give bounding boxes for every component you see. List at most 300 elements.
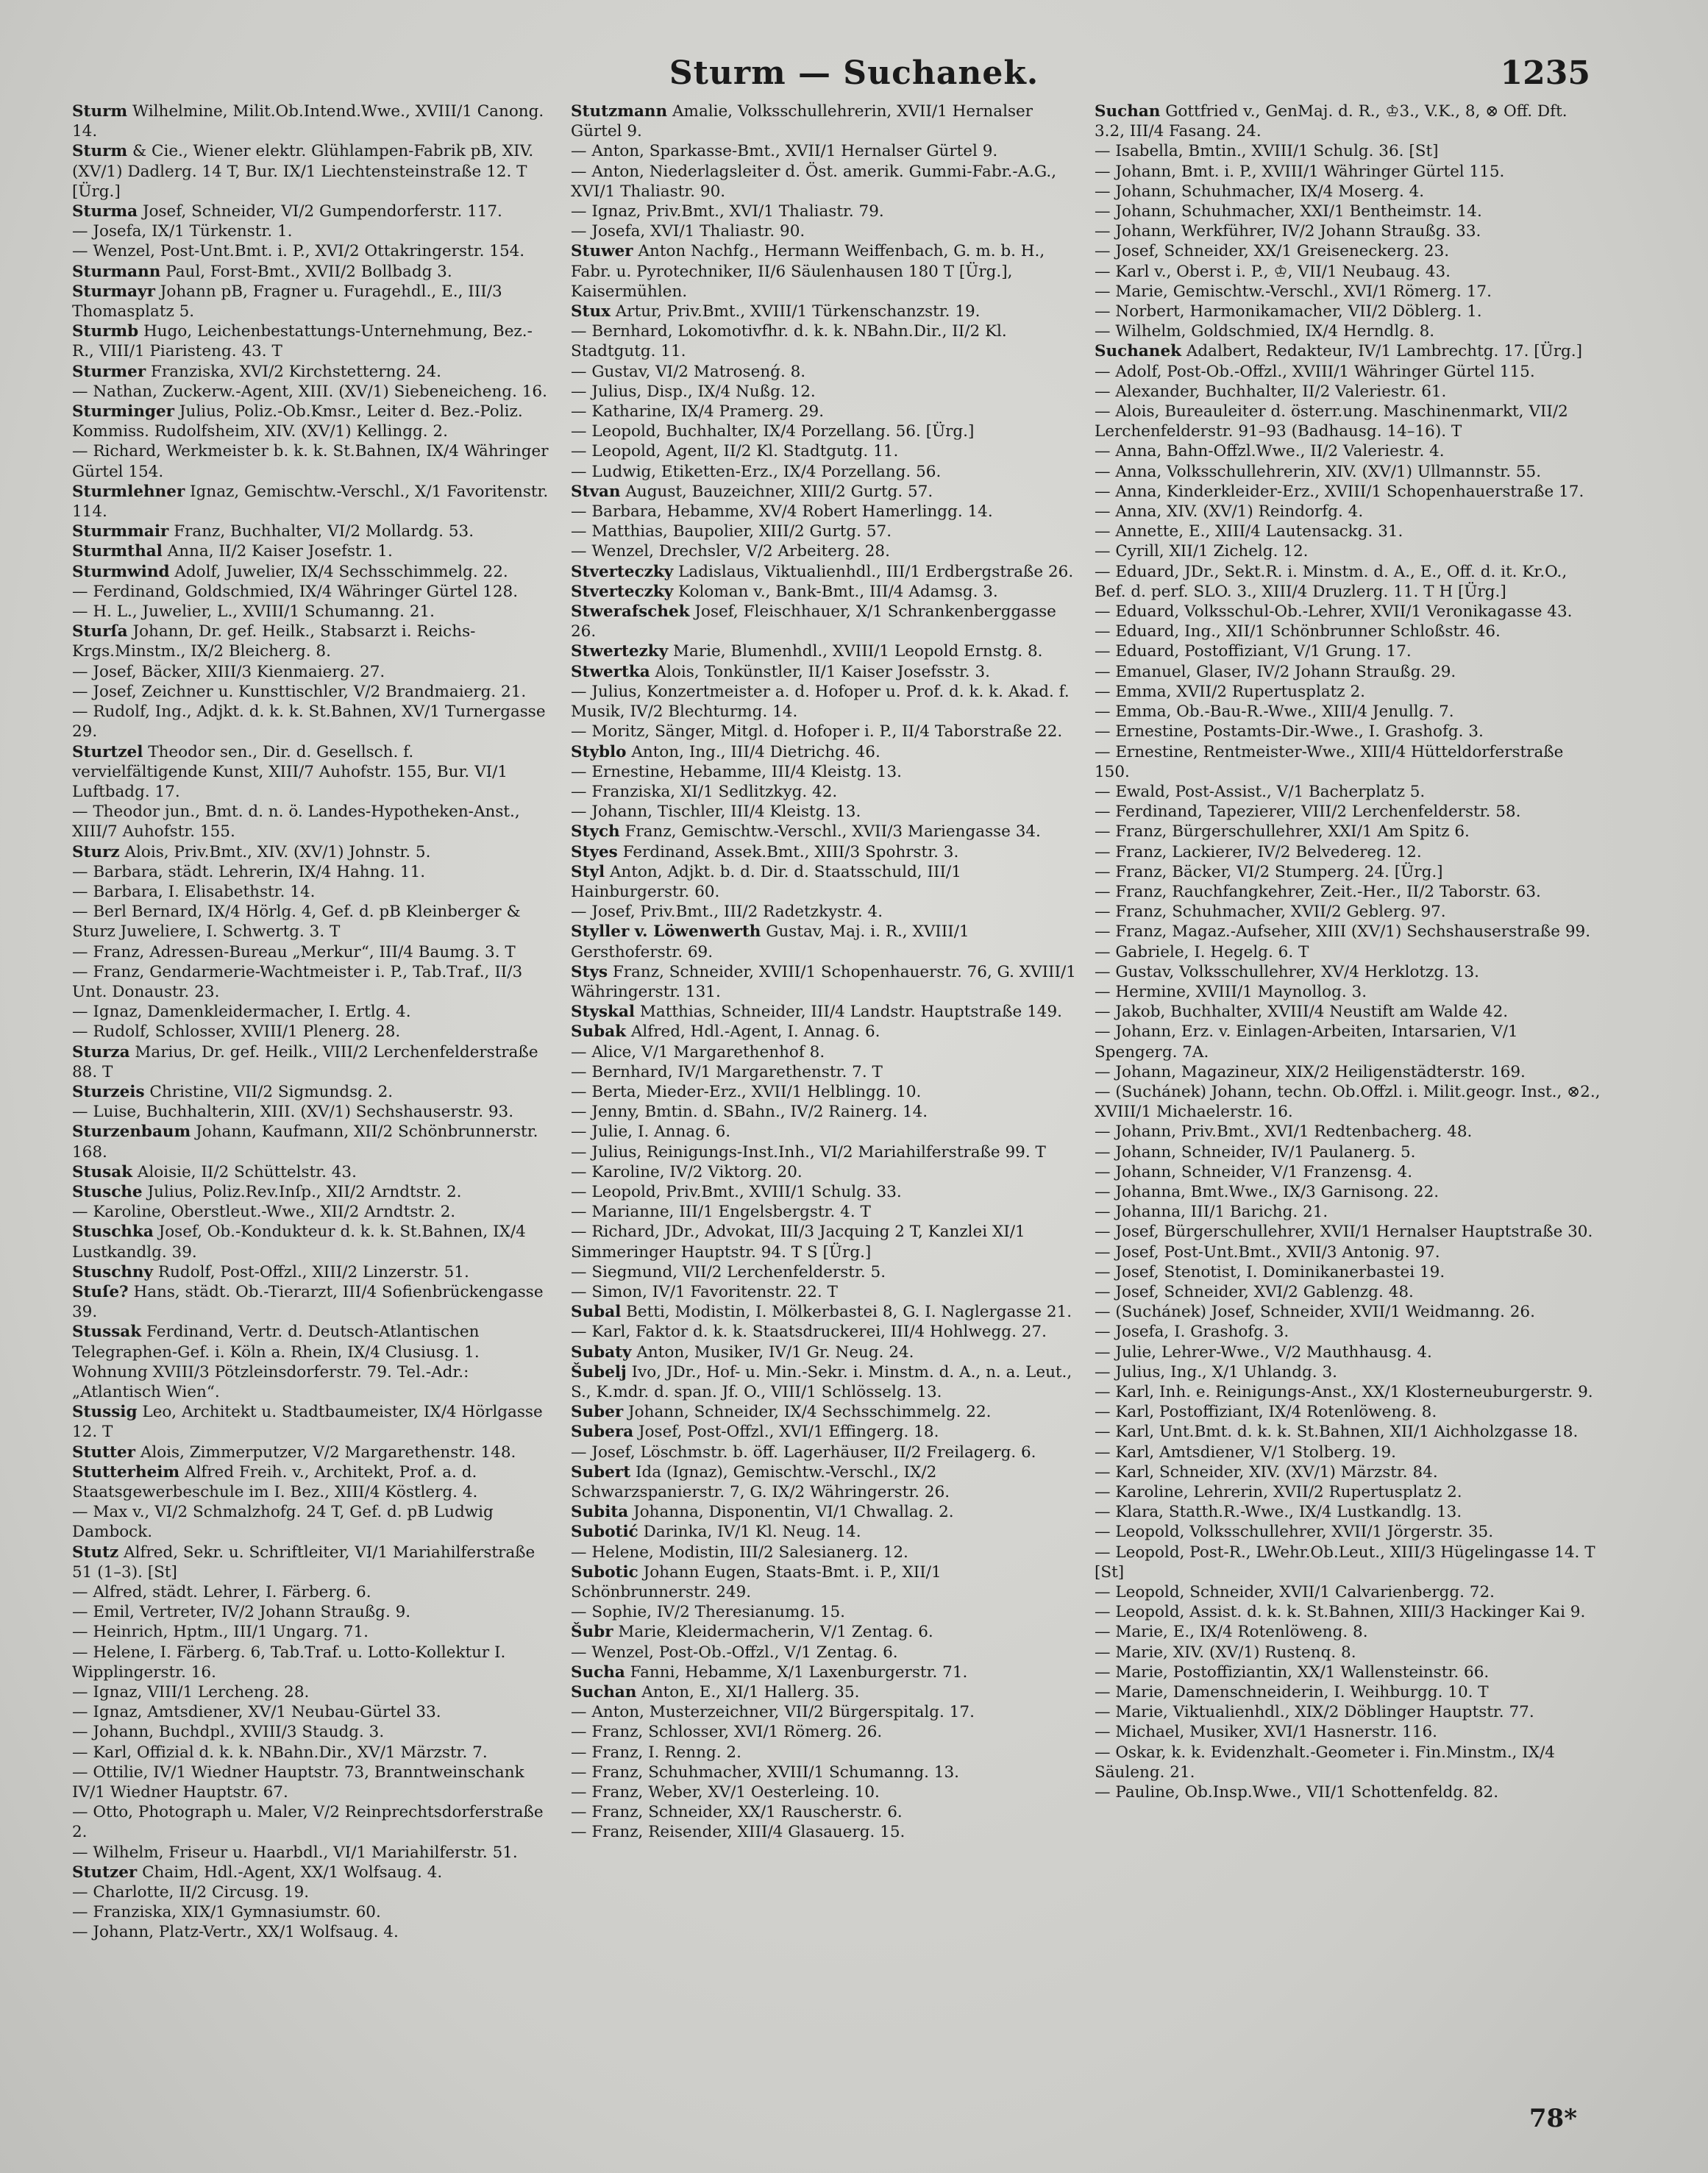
entry-details: — Ignaz, Amtsdiener, XV/1 Neubau-Gürtel 33. [72,1703,441,1722]
entry-surname: Sturmwind [72,562,170,581]
directory-entry [1095,1182,1602,1202]
directory-entry [571,922,1083,961]
directory-entry [1095,1342,1602,1362]
directory-entry [571,1002,1083,1022]
directory-entry [72,282,552,321]
directory-entry [72,1182,552,1202]
entry-details: — Ewald, Post-Assist., V/1 Bacherplatz 5. [1095,782,1426,801]
entry-details: — Marie, E., IX/4 Rotenlöweng. 8. [1095,1623,1368,1642]
directory-entry [1095,1022,1602,1061]
entry-surname: Sturmer [72,362,146,381]
directory-entry [1095,1682,1602,1702]
entry-surname: Sturzeis [72,1082,145,1101]
entry-details: Marie, Kleidermacherin, V/1 Zentag. 6. [618,1623,933,1642]
entry-details: Adalbert, Redakteur, IV/1 Lambrechtg. 17. [Ürg.] [1186,342,1583,361]
directory-entry [571,1602,1083,1622]
directory-entry [571,1122,1083,1142]
directory-entry [1095,641,1602,661]
entry-details: — Franz, Weber, XV/1 Oesterleing. 10. [571,1783,880,1802]
entry-details: — H. L., Juwelier, L., XVIII/1 Schumanng. 21. [72,602,435,622]
directory-entry [571,241,1083,302]
directory-entry [571,1682,1083,1702]
entry-details: Josef, Post-Offzl., XVI/1 Effingerg. 18. [638,1423,939,1442]
directory-entry [571,1342,1083,1362]
entry-details: — Berl Bernard, IX/4 Hörlg. 4, Gef. d. pB Kleinberger & Sturz Juweliere, I. Schwertg. 3. T [72,903,521,942]
directory-entry [1095,482,1602,502]
entry-details: — Jenny, Bmtin. d. SBahn., IV/2 Rainerg. 14. [571,1103,928,1122]
entry-details: — Johann, Erz. v. Einlagen-Arbeiten, Intarsarien, V/1 Spengerg. 7A. [1095,1023,1518,1061]
running-title: Sturm — Suchanek. [669,54,1039,92]
directory-entry [1095,1462,1602,1482]
directory-entry [72,1222,552,1262]
entry-surname: Stuſe? [72,1282,129,1301]
directory-entry [72,1722,552,1742]
entry-details: Wilhelmine, Milit.Ob.Intend.Wwe., XVIII/1 Canong. 14. [72,102,544,141]
entry-surname: Stutz [72,1543,119,1562]
entry-surname: Subaty [571,1342,632,1362]
entry-details: — Julie, Lehrer-Wwe., V/2 Mauthhausg. 4. [1095,1342,1432,1362]
entry-details: Alois, Zimmerputzer, V/2 Margarethenstr. 148. [140,1443,516,1462]
entry-surname: Subal [571,1303,622,1322]
directory-entry [1095,622,1602,641]
directory-entry [1095,1282,1602,1302]
entry-details: — Leopold, Volksschullehrer, XVII/1 Jörgerstr. 35. [1095,1523,1494,1542]
directory-entry [72,622,552,661]
directory-entry [571,321,1083,361]
directory-entry [571,762,1083,782]
entry-details: — Charlotte, II/2 Circusg. 19. [72,1883,310,1902]
directory-entry [1095,282,1602,302]
directory-entry [72,402,552,441]
directory-entry [571,602,1083,641]
entry-details: — Johann, Platz-Vertr., XX/1 Wolfsaug. 4. [72,1923,399,1942]
directory-entry [1095,1702,1602,1722]
directory-entry [571,1062,1083,1082]
directory-entry [72,682,552,702]
directory-entry [1095,702,1602,722]
directory-entry [1095,1722,1602,1742]
entry-details: — Alois, Bureauleiter d. österr.ung. Maschinenmarkt, VII/2 Lerchenfelderstr. 91–93 (Badhausg. 14–16). T [1095,402,1568,441]
entry-details: — Franz, Magaz.-Aufseher, XIII (XV/1) Sechshauserstraße 99. [1095,922,1591,942]
directory-entry [1095,441,1602,461]
directory-entry [1095,1522,1602,1542]
entry-details: — Moritz, Sänger, Mitgl. d. Hofoper i. P., II/4 Taborstraße 22. [571,722,1063,741]
entry-details: — Alice, V/1 Margarethenhof 8. [571,1042,825,1061]
entry-details: Ladislaus, Viktualienhdl., III/1 Erdbergstraße 26. [678,562,1074,581]
entry-surname: Sturſa [72,622,128,641]
entry-details: — Norbert, Harmonikamacher, VII/2 Döblerg. 1. [1095,302,1482,321]
entry-surname: Šubr [571,1623,613,1642]
directory-entry [1095,1502,1602,1522]
directory-entry [571,1302,1083,1322]
column-2 [571,102,1083,2088]
entry-details: Josef, Ob.-Kondukteur d. k. k. St.Bahnen, IX/4 Lustkandlg. 39. [72,1223,526,1262]
directory-entry [571,1802,1083,1822]
entry-details: — Johann, Buchdpl., XVIII/3 Staudg. 3. [72,1723,385,1742]
entry-surname: Styskal [571,1003,636,1022]
entry-details: — Karl, Postoffiziant, IX/4 Rotenlöweng. 8. [1095,1403,1437,1422]
directory-entry [1095,1662,1602,1682]
entry-surname: Subera [571,1423,634,1442]
directory-entry [571,1702,1083,1722]
entry-details: — Helene, Modistin, III/2 Salesianerg. 12. [571,1543,908,1562]
directory-entry [72,441,552,481]
entry-details: Alois, Tonkünstler, II/1 Kaiser Josefsstr. 3. [655,662,990,681]
entry-details: — Eduard, JDr., Sekt.R. i. Minstm. d. A., E., Off. d. it. Kr.O., Bef. d. perf. SLO. 3., XIII/4 Druzlerg. 11. T H [Ürg.] [1095,562,1568,601]
directory-entry [72,742,552,803]
entry-surname: Sturmayr [72,282,155,301]
entry-details: — Richard, Werkmeister b. k. k. St.Bahnen, IX/4 Währinger Gürtel 154. [72,442,549,481]
entry-details: Franz, Buchhalter, VI/2 Mollardg. 53. [174,522,474,541]
directory-entry [571,862,1083,902]
entry-details: Marius, Dr. gef. Heilk., VIII/2 Lerchenfelderstraße 88. T [72,1042,538,1081]
directory-entry [72,321,552,361]
entry-surname: Sturma [72,202,138,221]
entry-details: — Josefa, IX/1 Türkenstr. 1. [72,222,293,241]
entry-details: — Karl, Faktor d. k. k. Staatsdruckerei, III/4 Hohlwegg. 27. [571,1323,1047,1342]
entry-details: — Karl v., Oberst i. P., ♔, VII/1 Neubaug. 43. [1095,262,1451,281]
directory-entry [571,1543,1083,1562]
directory-entry [571,1102,1083,1122]
directory-entry [72,1702,552,1722]
page-header [0,54,1708,99]
entry-details: — Leopold, Priv.Bmt., XVIII/1 Schulg. 33. [571,1182,902,1201]
directory-entry [72,1162,552,1182]
entry-details: — Wilhelm, Friseur u. Haarbdl., VI/1 Mariahilferstr. 51. [72,1843,518,1862]
entry-surname: Stwertezky [571,642,669,661]
directory-entry [1095,102,1602,141]
entry-details: — Karl, Schneider, XIV. (XV/1) Märzstr. 84. [1095,1462,1438,1482]
directory-entry [571,562,1083,582]
directory-entry [72,1682,552,1702]
directory-entry [571,742,1083,762]
directory-entry [1095,1082,1602,1122]
directory-entry [72,802,552,842]
entry-details: — Ferdinand, Goldschmied, IX/4 Währinger Gürtel 128. [72,582,519,601]
entry-details: — Leopold, Schneider, XVII/1 Calvarienbergg. 72. [1095,1583,1495,1602]
entry-details: — Ferdinand, Tapezierer, VIII/2 Lerchenfelderstr. 58. [1095,803,1521,822]
entry-details: — Karoline, Lehrerin, XVII/2 Rupertusplatz 2. [1095,1483,1462,1502]
directory-entry [1095,1743,1602,1782]
entry-details: — Anna, Volksschullehrerin, XIV. (XV/1) Ullmannstr. 55. [1095,462,1542,481]
directory-entry [571,1182,1083,1202]
entry-details: — Cyrill, XII/1 Zichelg. 12. [1095,542,1309,561]
directory-entry [72,382,552,402]
directory-entry [571,1422,1083,1442]
entry-surname: Stutzer [72,1863,138,1882]
entry-details: Chaim, Hdl.-Agent, XX/1 Wolfsaug. 4. [142,1863,443,1882]
entry-surname: Stys [571,962,608,981]
directory-entry [72,1863,552,1882]
entry-details: — Ignaz, Priv.Bmt., XVI/1 Thaliastr. 79. [571,202,884,221]
entry-surname: Stwertka [571,662,650,681]
entry-details: — Wilhelm, Goldschmied, IX/4 Herndlg. 8. [1095,322,1435,341]
entry-details: Leo, Architekt u. Stadtbaumeister, IX/4 Hörlgasse 12. T [72,1403,543,1442]
directory-entry [1095,341,1602,361]
directory-entry [571,1202,1083,1222]
entry-details: Amalie, Volksschullehrerin, XVII/1 Hernalser Gürtel 9. [571,102,1033,141]
entry-details: & Cie., Wiener elektr. Glühlampen-Fabrik pB, XIV. (XV/1) Dadlerg. 14 T, Bur. IX/1 Liechtensteinstraße 12. T [Ürg.] [72,142,534,201]
entry-details: Hugo, Leichenbestattungs-Unternehmung, Bez.-R., VIII/1 Piaristeng. 43. T [72,322,533,361]
entry-details: Anton, Ing., III/4 Dietrichg. 46. [631,742,880,761]
column-3 [1095,102,1602,2088]
directory-entry [571,1643,1083,1662]
entry-surname: Sturzenbaum [72,1123,191,1142]
directory-entry [72,522,552,541]
entry-details: — (Suchánek) Johann, techn. Ob.Offzl. i. Milit.geogr. Inst., ⊗2., XVIII/1 Michaelerstr. 16. [1095,1082,1601,1122]
entry-details: Ferdinand, Vertr. d. Deutsch-Atlantischen Telegraphen-Gef. i. Köln a. Rhein, IX/4 Clusiusg. 1. Wohnung XVIII/3 Pötzleinsdorferstr. 79. Tel.-Adr.: „Atlantisch Wien“. [72,1323,480,1401]
directory-entry [1095,722,1602,741]
entry-surname: Sturmthal [72,542,163,561]
directory-entry [72,262,552,282]
entry-surname: Subita [571,1503,629,1522]
entry-details: Anton Nachfg., Hermann Weiffenbach, G. m. b. H., Fabr. u. Pyrotechniker, II/6 Säulenhausen 180 T [Ürg.], Kaisermühlen. [571,242,1045,301]
directory-entry [1095,402,1602,441]
directory-entry [72,1102,552,1122]
directory-entry [72,1582,552,1602]
directory-entry [72,842,552,862]
directory-entry [571,1662,1083,1682]
directory-entry [571,302,1083,321]
directory-entry [1095,1482,1602,1502]
entry-surname: Styblo [571,742,627,761]
entry-details: — Anna, XIV. (XV/1) Reindorfg. 4. [1095,502,1364,522]
entry-details: — Otto, Photograph u. Maler, V/2 Reinprechtsdorferstraße 2. [72,1803,544,1842]
directory-entry [571,1042,1083,1062]
page-number: 1235 [1500,54,1590,92]
entry-details: — Alexander, Buchhalter, II/2 Valeriestr. 61. [1095,382,1447,401]
entry-details: — Karoline, Oberstleut.-Wwe., XII/2 Arndtstr. 2. [72,1203,456,1222]
entry-details: — Josef, Stenotist, I. Dominikanerbastei 19. [1095,1262,1445,1281]
entry-details: Johann, Dr. gef. Heilk., Stabsarzt i. Reichs-Krgs.Minstm., IX/2 Bleicherg. 8. [72,622,476,661]
entry-details: — Marie, Viktualienhdl., XIX/2 Döblinger Hauptstr. 77. [1095,1703,1534,1722]
entry-details: — Gustav, VI/2 Matrosenǵ. 8. [571,362,806,381]
directory-entry [72,1622,552,1642]
entry-details: — Luise, Buchhalterin, XIII. (XV/1) Sechshauserstr. 93. [72,1103,514,1122]
entry-details: Franz, Schneider, XVIII/1 Schopenhauerstr. 76, G. XVIII/1 Währingerstr. 131. [571,962,1076,1001]
entry-details: — Marianne, III/1 Engelsbergstr. 4. T [571,1203,871,1222]
directory-entry [72,1443,552,1462]
entry-details: — Rudolf, Schlosser, XVIII/1 Plenerg. 28. [72,1023,401,1042]
directory-entry [571,441,1083,461]
directory-entry [571,1822,1083,1842]
entry-details: — Heinrich, Hptm., III/1 Ungarg. 71. [72,1623,369,1642]
directory-entry [571,802,1083,822]
directory-entry [72,1042,552,1082]
entry-details: — Franz, Lackierer, IV/2 Belvedereg. 12. [1095,842,1422,861]
directory-entry [571,422,1083,441]
directory-entry [72,1922,552,1942]
entry-details: Darinka, IV/1 Kl. Neug. 14. [643,1523,861,1542]
directory-entry [571,1362,1083,1402]
directory-entry [571,962,1083,1002]
entry-surname: Suchan [1095,102,1161,121]
entry-surname: Stuschka [72,1223,154,1242]
directory-entry [72,1743,552,1763]
entry-details: Johanna, Disponentin, VI/1 Chwallag. 2. [633,1503,954,1522]
directory-entry [1095,262,1602,282]
entry-surname: Stuwer [571,242,633,261]
entry-details: Adolf, Juwelier, IX/4 Sechsschimmelg. 22. [174,562,508,581]
entry-details: — Karl, Offizial d. k. k. NBahn.Dir., XV/1 Märzstr. 7. [72,1743,488,1762]
entry-surname: Stwerafschek [571,602,690,622]
entry-details: Gottfried v., GenMaj. d. R., ♔3., V.K., 8, ⊗ Off. Dft. 3.2, III/4 Fasang. 24. [1095,102,1568,141]
entry-surname: Sturz [72,842,120,861]
directory-entry [1095,1402,1602,1422]
directory-entry [72,1763,552,1802]
directory-entry [571,382,1083,402]
directory-entry [1095,782,1602,802]
directory-entry [571,1402,1083,1422]
entry-details: Ida (Ignaz), Gemischtw.-Verschl., IX/2 Schwarzspanierstr. 7, G. IX/2 Währingerstr. 26. [571,1462,950,1502]
directory-entry [1095,922,1602,942]
entry-details: Julius, Poliz.-Ob.Kmsr., Leiter d. Bez.-Poliz. Kommiss. Rudolfsheim, XIV. (XV/1) Kellingg. 2. [72,402,523,441]
entry-details: Alfred, Hdl.-Agent, I. Annag. 6. [630,1023,880,1042]
entry-details: Christine, VII/2 Sigmundsg. 2. [149,1082,394,1101]
directory-entry [1095,882,1602,902]
entry-surname: Stverteczky [571,582,674,601]
entry-details: — Hermine, XVIII/1 Maynollog. 3. [1095,982,1367,1001]
entry-details: — Franz, Schneider, XX/1 Rauscherstr. 6. [571,1803,903,1822]
entry-details: Fanni, Hebamme, X/1 Laxenburgerstr. 71. [630,1662,968,1682]
entry-details: — Anton, Niederlagsleiter d. Öst. amerik. Gummi-Fabr.-A.G., XVI/1 Thaliastr. 90. [571,162,1057,201]
entry-details: — Julie, I. Annag. 6. [571,1123,731,1142]
entry-details: — Johann, Schneider, IV/1 Paulanerg. 5. [1095,1142,1416,1162]
directory-entry [571,782,1083,802]
directory-entry [571,1443,1083,1462]
entry-details: Josef, Schneider, VI/2 Gumpendorferstr. 117. [142,202,502,221]
directory-entry [571,1743,1083,1763]
directory-entry [72,1543,552,1582]
entry-details: — Josef, Schneider, XVI/2 Gablenzg. 48. [1095,1282,1414,1301]
entry-details: — Josefa, XVI/1 Thaliastr. 90. [571,222,805,241]
entry-details: — Adolf, Post-Ob.-Offzl., XVIII/1 Währinger Gürtel 115. [1095,362,1535,381]
entry-details: — Josef, Löschmstr. b. öff. Lagerhäuser, II/2 Freilagerg. 6. [571,1443,1036,1462]
entry-details: Artur, Priv.Bmt., XVIII/1 Türkenschanzstr. 19. [615,302,981,321]
directory-entry [571,502,1083,522]
entry-details: — Wenzel, Post-Ob.-Offzl., V/1 Zentag. 6. [571,1643,898,1662]
entry-details: — Franziska, XIX/1 Gymnasiumstr. 60. [72,1903,381,1922]
directory-entry [571,1022,1083,1042]
entry-details: — Nathan, Zuckerw.-Agent, XIII. (XV/1) Siebeneicheng. 16. [72,382,547,401]
directory-entry [571,1142,1083,1162]
directory-entry [72,241,552,261]
entry-details: — Julius, Reinigungs-Inst.Inh., VI/2 Mariahilferstraße 99. T [571,1142,1046,1162]
directory-entry [72,1022,552,1042]
entry-details: Anton, Adjkt. b. d. Dir. d. Staatsschuld, III/1 Hainburgerstr. 60. [571,862,961,901]
directory-entry [571,1222,1083,1262]
directory-entry [72,1082,552,1102]
directory-entry [72,221,552,241]
entry-details: — Franz, Schuhmacher, XVIII/1 Schumanng. 13. [571,1763,959,1782]
directory-entry [571,402,1083,422]
directory-entry [1095,1543,1602,1582]
entry-details: Paul, Forst-Bmt., XVII/2 Bollbadg 3. [166,262,452,281]
entry-details: — Johann, Tischler, III/4 Kleistg. 13. [571,803,861,822]
entry-details: — Emanuel, Glaser, IV/2 Johann Straußg. 29. [1095,662,1456,681]
directory-entry [1095,962,1602,982]
directory-entry [1095,382,1602,402]
directory-entry [72,1602,552,1622]
directory-entry [571,1782,1083,1802]
entry-details: — Sophie, IV/2 Theresianumg. 15. [571,1603,846,1622]
entry-details: — (Suchánek) Josef, Schneider, XVII/1 Weidmanng. 26. [1095,1303,1535,1322]
directory-entry [1095,1322,1602,1342]
entry-details: Matthias, Schneider, III/4 Landstr. Hauptstraße 149. [639,1003,1062,1022]
directory-entry [72,662,552,682]
directory-entry [72,1843,552,1863]
entry-surname: Sturm [72,102,128,121]
directory-entry [1095,141,1602,161]
entry-details: — Franz, Rauchfangkehrer, Zeit.-Her., II/2 Taborstr. 63. [1095,882,1541,901]
directory-entry [571,1522,1083,1542]
directory-entry [1095,602,1602,622]
entry-surname: Stussig [72,1403,138,1422]
entry-details: — Ernestine, Rentmeister-Wwe., XIII/4 Hütteldorferstraße 150. [1095,742,1564,781]
entry-details: — Franz, Bürgerschullehrer, XXI/1 Am Spitz 6. [1095,822,1470,842]
entry-details: — Karoline, IV/2 Viktorg. 20. [571,1162,803,1181]
directory-entry [1095,1643,1602,1662]
entry-details: — Julius, Ing., X/1 Uhlandg. 3. [1095,1362,1337,1381]
entry-details: Alois, Priv.Bmt., XIV. (XV/1) Johnstr. 5. [124,842,431,861]
entry-surname: Sturmann [72,262,161,281]
entry-details: — Franz, I. Renng. 2. [571,1743,741,1762]
directory-entry [72,1802,552,1842]
entry-details: — Max v., VI/2 Schmalzhofg. 24 T, Gef. d. pB Ludwig Dambock. [72,1503,494,1542]
directory-entry [72,1122,552,1162]
entry-surname: Stych [571,822,620,842]
entry-details: — Pauline, Ob.Insp.Wwe., VII/1 Schottenfeldg. 82. [1095,1783,1499,1802]
directory-entry [72,1282,552,1322]
entry-details: — Wenzel, Drechsler, V/2 Arbeiterg. 28. [571,542,890,561]
directory-entry [1095,842,1602,862]
entry-details: — Franz, Reisender, XIII/4 Glasauerg. 15. [571,1823,905,1842]
entry-surname: Sturm [72,142,128,161]
entry-surname: Suber [571,1403,624,1422]
directory-entry [72,942,552,962]
directory-entry [72,1643,552,1682]
entry-surname: Subert [571,1462,631,1482]
entry-details: — Gabriele, I. Hegelg. 6. T [1095,942,1309,961]
entry-surname: Styl [571,862,605,881]
directory-entry [571,822,1083,842]
entry-surname: Subotić [571,1523,638,1542]
entry-details: — Emma, XVII/2 Rupertusplatz 2. [1095,682,1365,701]
directory-entry [571,582,1083,602]
entry-details: — Marie, Postoffiziantin, XX/1 Wallensteinstr. 66. [1095,1662,1490,1682]
entry-details: — Franz, Adressen-Bureau „Merkur“, III/4 Baumg. 3. T [72,942,516,961]
directory-entry [72,1202,552,1222]
entry-details: — Julius, Konzertmeister a. d. Hofoper u. Prof. d. k. k. Akad. f. Musik, IV/2 Blechturmg. 14. [571,682,1070,722]
directory-entry [571,522,1083,541]
entry-details: — Josef, Zeichner u. Kunsttischler, V/2 Brandmaierg. 21. [72,682,527,701]
entry-details: — Alfred, städt. Lehrer, I. Färberg. 6. [72,1583,371,1602]
directory-entry [1095,522,1602,541]
entry-surname: Stux [571,302,611,321]
entry-details: Marie, Blumenhdl., XVIII/1 Leopold Ernstg. 8. [673,642,1043,661]
directory-entry [1095,302,1602,321]
entry-details: — Josefa, I. Grashofg. 3. [1095,1323,1289,1342]
directory-entry [72,482,552,522]
entry-surname: Sturmb [72,322,139,341]
entry-details: — Johann, Schuhmacher, IX/4 Moserg. 4. [1095,182,1425,201]
directory-entry [1095,162,1602,182]
entry-details: — Anton, Musterzeichner, VII/2 Bürgerspitalg. 17. [571,1703,975,1722]
entry-details: Ferdinand, Assek.Bmt., XIII/3 Spohrstr. 3. [622,842,959,861]
entry-surname: Subotic [571,1562,638,1582]
entry-details: — Theodor jun., Bmt. d. n. ö. Landes-Hypotheken-Anst., XIII/7 Auhofstr. 155. [72,803,520,842]
entry-details: Josef, Fleischhauer, X/1 Schrankenberggasse 26. [571,602,1056,641]
